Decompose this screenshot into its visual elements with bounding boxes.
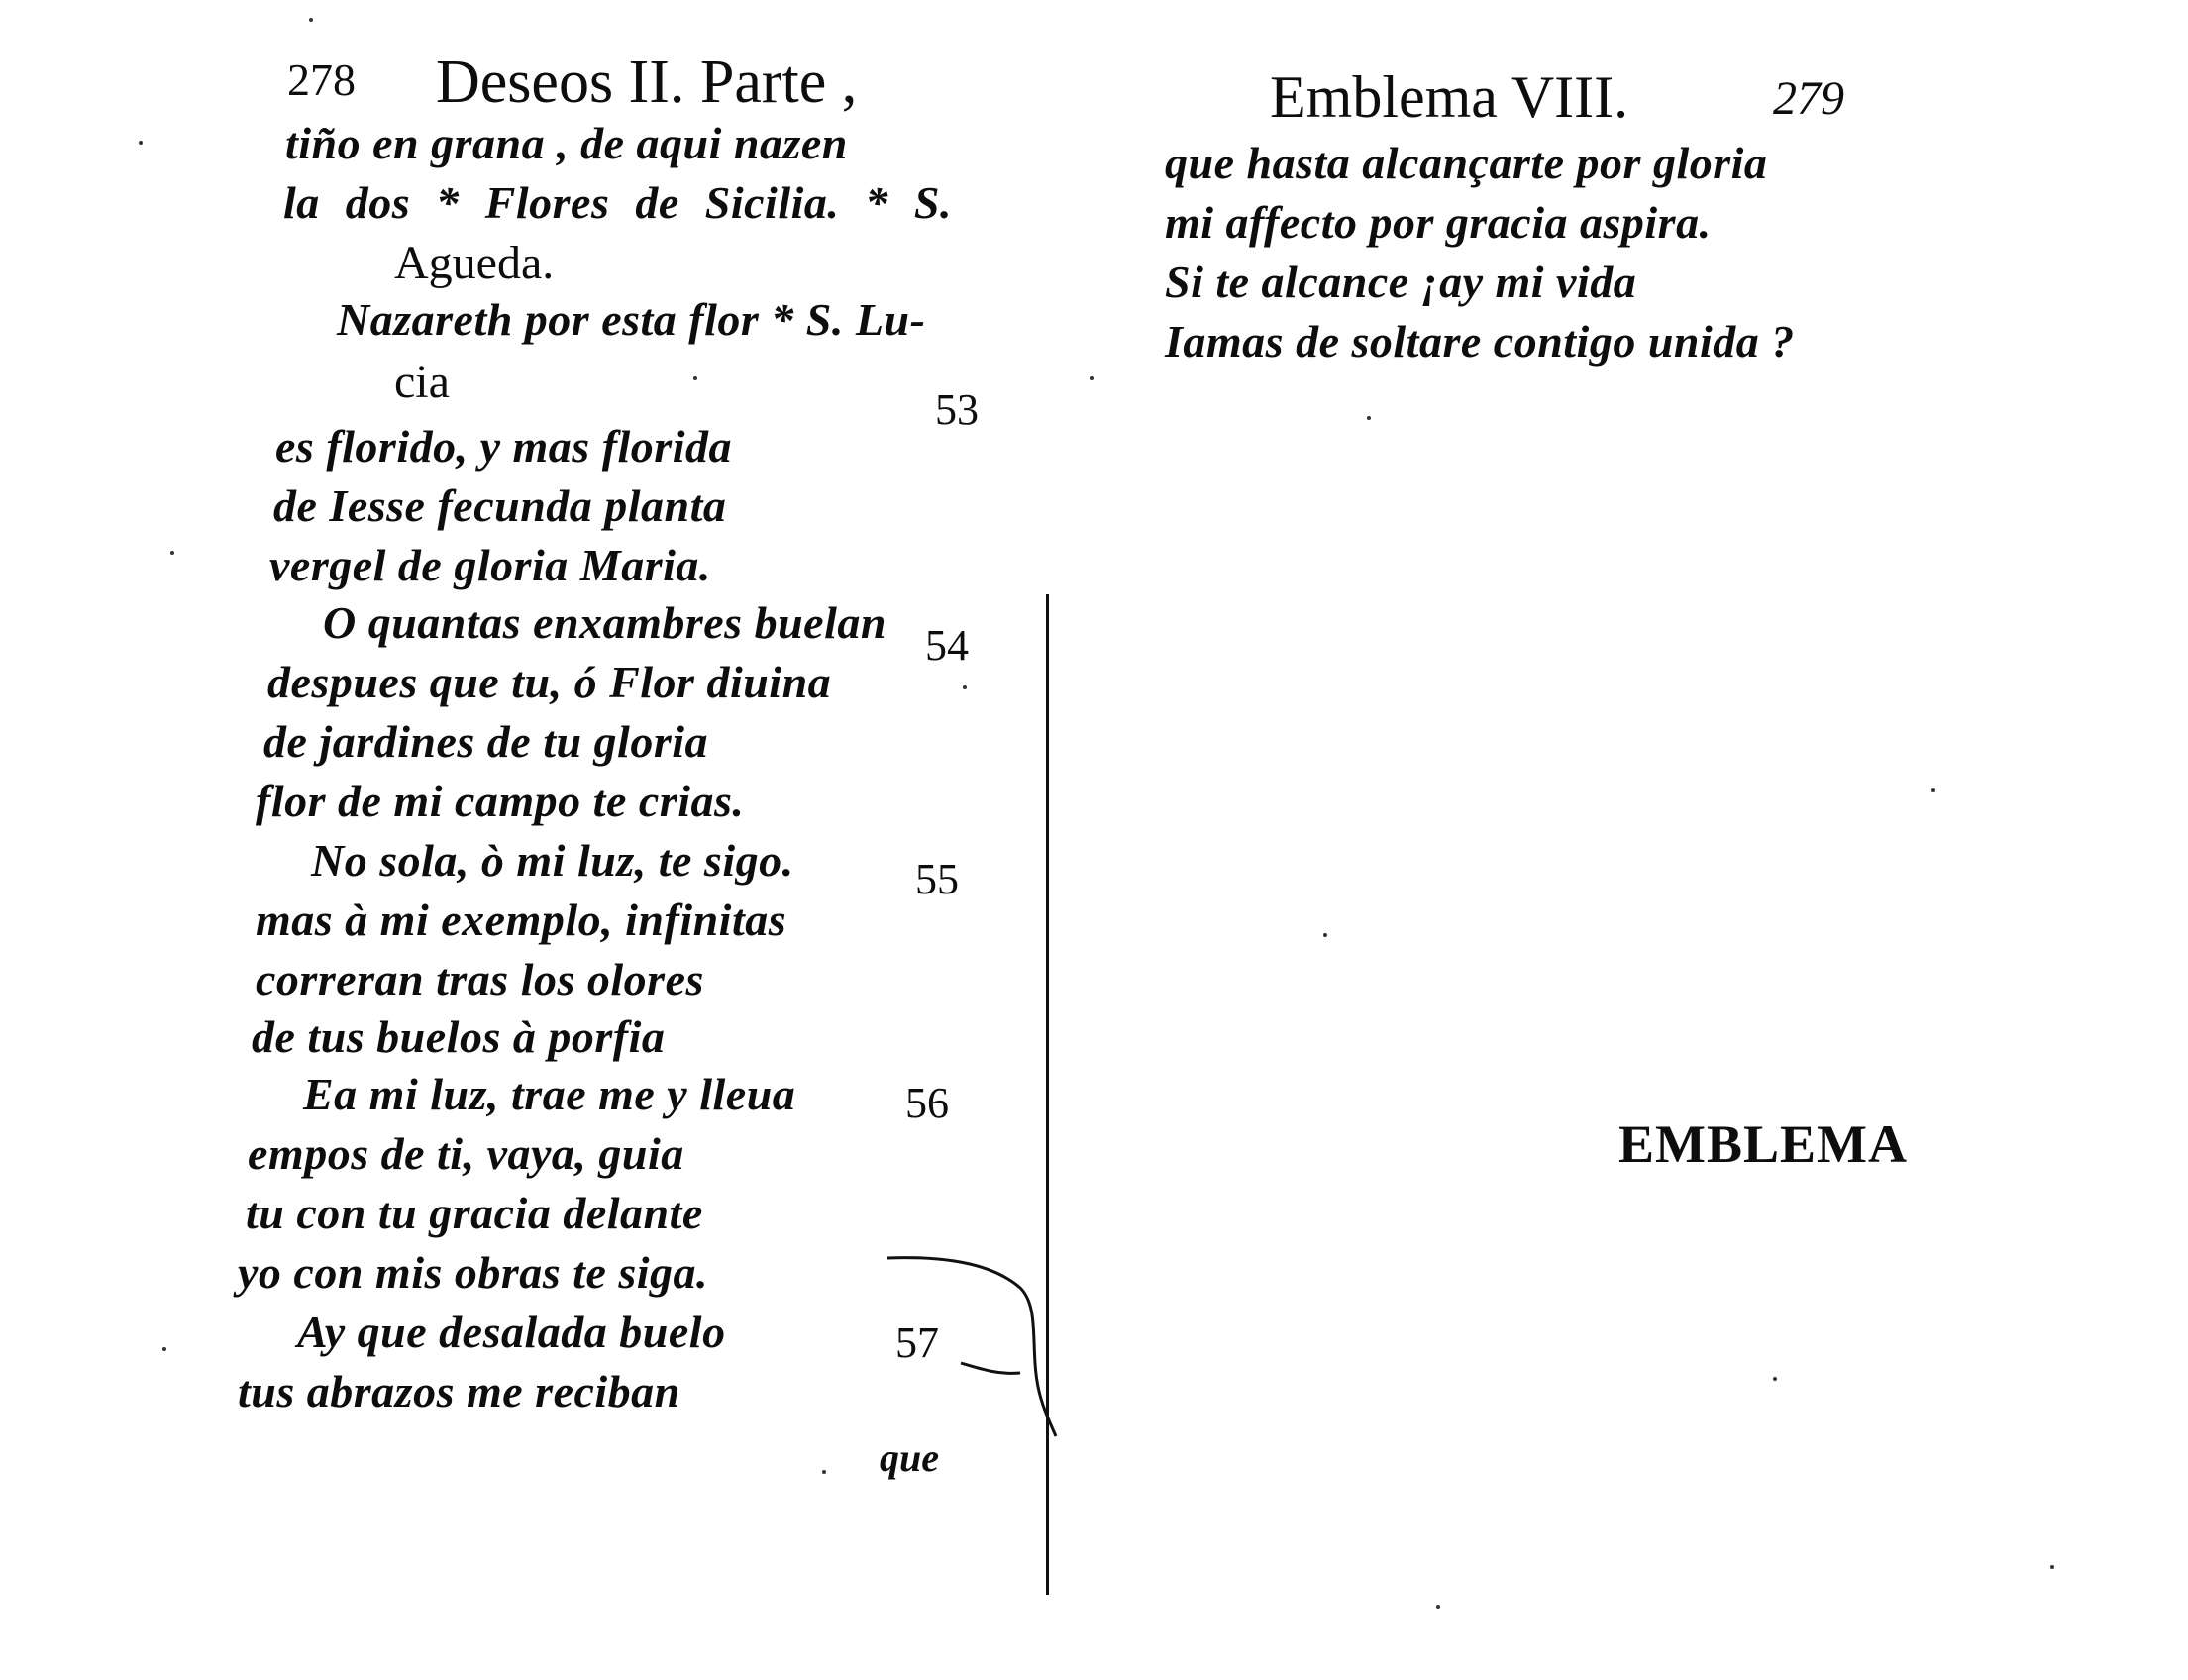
verse-line: tiño en grana , de aqui nazen (285, 118, 848, 168)
gutter-line (1046, 594, 1049, 1595)
verse-line: Ay que desalada buelo (297, 1307, 726, 1357)
verse-line: Ea mi luz, trae me y lleua (303, 1069, 796, 1119)
verse-line: Iamas de soltare contigo unida ? (1165, 316, 1795, 367)
scan-speck (1367, 416, 1371, 420)
verse-line: empos de ti, vaya, guia (248, 1128, 684, 1179)
verse-line: O quantas enxambres buelan (323, 597, 886, 648)
verse-line: vergel de gloria Maria. (269, 540, 711, 590)
scan-speck (1773, 1377, 1777, 1381)
bracket-mark (882, 1248, 1060, 1446)
stanza-number: 56 (905, 1079, 949, 1127)
scan-speck (309, 18, 313, 22)
right-running-title: Emblema VIII. (1270, 64, 1629, 130)
scan-speck (963, 685, 967, 689)
verse-line: despues que tu, ó Flor diuina (267, 657, 832, 707)
scan-speck (1931, 788, 1935, 792)
verse-line: tus abrazos me reciban (238, 1366, 680, 1417)
left-page (0, 0, 1050, 1680)
verse-line: No sola, ò mi luz, te sigo. (311, 835, 794, 886)
verse-line: mas à mi exemplo, infinitas (256, 894, 787, 945)
verse-line: de Iesse fecunda planta (273, 480, 727, 531)
verse-line: de tus buelos à porfia (252, 1011, 666, 1062)
right-page-number: 279 (1773, 72, 1844, 125)
verse-line: yo con mis obras te siga. (238, 1247, 709, 1298)
stanza-number: 57 (895, 1318, 939, 1367)
scan-speck (822, 1470, 826, 1474)
verse-line: mi affecto por gracia aspira. (1165, 197, 1712, 248)
verse-line: que hasta alcançarte por gloria (1165, 138, 1768, 188)
scan-speck (1436, 1605, 1440, 1609)
verse-line: es florido, y mas florida (275, 421, 732, 472)
verse-line: tu con tu gracia delante (246, 1188, 703, 1238)
stanza-number: 54 (925, 621, 969, 670)
scan-speck (139, 141, 143, 145)
left-running-title: Deseos II. Parte , (436, 49, 858, 116)
left-page-number: 278 (287, 54, 356, 105)
scan-speck (1323, 933, 1327, 937)
catchword: que (880, 1435, 939, 1480)
verse-line: de jardines de tu gloria (263, 716, 709, 767)
stanza-number: 55 (915, 855, 959, 903)
verse-line: Si te alcance ¡ay mi vida (1165, 257, 1637, 307)
scan-speck (1090, 376, 1094, 380)
scan-speck (170, 551, 174, 555)
verse-line: Nazareth por esta flor * S. Lu- (337, 294, 926, 345)
verse-line: la dos * Flores de Sicilia. * S. (283, 177, 952, 228)
right-page (1050, 0, 2188, 1680)
stanza-number: 53 (935, 385, 979, 434)
verse-line: cia (394, 356, 450, 408)
verse-line: flor de mi campo te crias. (256, 776, 745, 826)
scan-speck (693, 376, 697, 380)
scan-speck (162, 1347, 166, 1351)
verse-line: Agueda. (394, 237, 555, 289)
verse-line: correran tras los olores (256, 954, 704, 1004)
next-page-heading: EMBLEMA (1618, 1114, 1909, 1174)
scan-speck (2050, 1565, 2054, 1569)
